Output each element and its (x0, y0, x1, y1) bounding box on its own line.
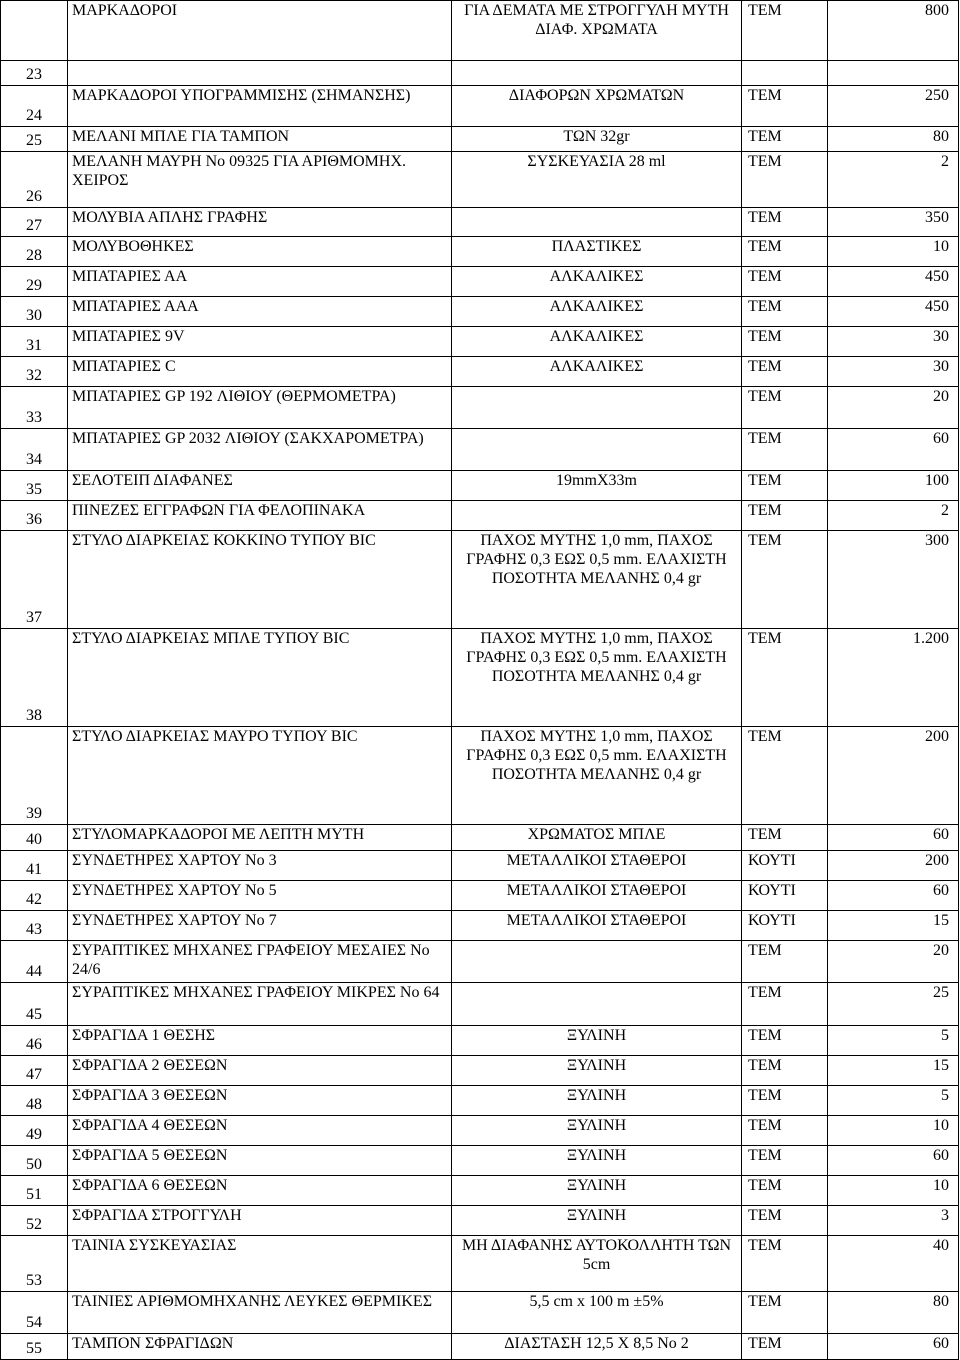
table-row (1, 727, 959, 825)
item-description: ΜΠΑΤΑΡΙΕΣ ΑΑ (68, 267, 452, 297)
row-number: 33 (1, 387, 68, 429)
item-specification (452, 208, 742, 237)
table-row (1, 1176, 959, 1206)
row-number: 29 (1, 267, 68, 297)
item-unit: ΤΕΜ (742, 152, 828, 208)
row-number: 36 (1, 501, 68, 531)
table-row (1, 881, 959, 911)
item-unit: ΤΕΜ (742, 208, 828, 237)
item-unit: ΤΕΜ (742, 983, 828, 1026)
item-quantity: 80 (828, 1292, 959, 1334)
item-quantity (828, 61, 959, 86)
table-row (1, 531, 959, 629)
row-number: 38 (1, 629, 68, 727)
item-description: ΣΦΡΑΓΙΔΑ 6 ΘΕΣΕΩΝ (68, 1176, 452, 1206)
item-unit: ΤΕΜ (742, 1056, 828, 1086)
row-number: 39 (1, 727, 68, 825)
item-quantity: 15 (828, 911, 959, 941)
item-unit: ΤΕΜ (742, 1176, 828, 1206)
row-number: 51 (1, 1176, 68, 1206)
item-specification (452, 61, 742, 86)
row-number (1, 1, 68, 61)
item-description: ΤΑΜΠΟΝ ΣΦΡΑΓΙΔΩΝ (68, 1334, 452, 1360)
row-number: 30 (1, 297, 68, 327)
item-description: ΜΕΛΑΝΗ ΜΑΥΡΗ Νο 09325 ΓΙΑ ΑΡΙΘΜΟΜΗΧ. ΧΕΙΡΟΣ (68, 152, 452, 208)
item-description: ΜΑΡΚΑΔΟΡΟΙ (68, 1, 452, 61)
item-description: ΜΠΑΤΑΡΙΕΣ 9V (68, 327, 452, 357)
row-number: 42 (1, 881, 68, 911)
item-description: ΣΦΡΑΓΙΔΑ ΣΤΡΟΓΓΥΛΗ (68, 1206, 452, 1236)
table-row (1, 1146, 959, 1176)
item-unit: ΚΟΥΤΙ (742, 881, 828, 911)
item-unit: ΤΕΜ (742, 297, 828, 327)
row-number: 50 (1, 1146, 68, 1176)
item-specification: ΑΛΚΑΛΙΚΕΣ (452, 297, 742, 327)
item-description: ΣΤΥΛΟ ΔΙΑΡΚΕΙΑΣ ΚΟΚΚΙΝΟ ΤΥΠΟΥ BIC (68, 531, 452, 629)
item-specification (452, 387, 742, 429)
item-specification: ΞΥΛΙΝΗ (452, 1026, 742, 1056)
item-unit: ΤΕΜ (742, 1236, 828, 1292)
table-row (1, 1236, 959, 1292)
item-quantity: 20 (828, 941, 959, 983)
item-description: ΠΙΝΕΖΕΣ ΕΓΓΡΑΦΩΝ ΓΙΑ ΦΕΛΟΠΙΝΑΚΑ (68, 501, 452, 531)
item-specification: ΣΥΣΚΕΥΑΣΙΑ 28 ml (452, 152, 742, 208)
row-number: 46 (1, 1026, 68, 1056)
item-unit: ΤΕΜ (742, 629, 828, 727)
item-quantity: 2 (828, 501, 959, 531)
items-table-body (1, 1, 959, 1360)
item-specification: ΠΛΑΣΤΙΚΕΣ (452, 237, 742, 267)
item-unit: ΤΕΜ (742, 501, 828, 531)
item-quantity: 200 (828, 727, 959, 825)
item-unit: ΤΕΜ (742, 531, 828, 629)
row-number: 52 (1, 1206, 68, 1236)
item-description: ΣΦΡΑΓΙΔΑ 4 ΘΕΣΕΩΝ (68, 1116, 452, 1146)
item-description: ΜΠΑΤΑΡΙΕΣ GP 192 ΛΙΘΙΟΥ (ΘΕΡΜΟΜΕΤΡΑ) (68, 387, 452, 429)
table-row (1, 152, 959, 208)
item-specification: ΧΡΩΜΑΤΟΣ ΜΠΛΕ (452, 825, 742, 851)
item-unit: ΤΕΜ (742, 825, 828, 851)
item-quantity: 10 (828, 237, 959, 267)
table-row (1, 1116, 959, 1146)
item-description: ΣΤΥΛΟ ΔΙΑΡΚΕΙΑΣ ΜΑΥΡΟ ΤΥΠΟΥ BIC (68, 727, 452, 825)
row-number: 40 (1, 825, 68, 851)
item-unit: ΤΕΜ (742, 1292, 828, 1334)
item-unit: ΤΕΜ (742, 1334, 828, 1360)
item-description: ΣΦΡΑΓΙΔΑ 3 ΘΕΣΕΩΝ (68, 1086, 452, 1116)
item-quantity: 10 (828, 1116, 959, 1146)
item-specification: ΜΗ ΔΙΑΦΑΝΗΣ ΑΥΤΟΚΟΛΛΗΤΗ ΤΩΝ 5cm (452, 1236, 742, 1292)
item-specification: ΞΥΛΙΝΗ (452, 1146, 742, 1176)
table-row (1, 327, 959, 357)
row-number: 49 (1, 1116, 68, 1146)
row-number: 47 (1, 1056, 68, 1086)
row-number: 43 (1, 911, 68, 941)
item-quantity: 60 (828, 825, 959, 851)
item-description (68, 61, 452, 86)
row-number: 41 (1, 851, 68, 881)
item-quantity: 450 (828, 297, 959, 327)
item-specification: ΠΑΧΟΣ ΜΥΤΗΣ 1,0 mm, ΠΑΧΟΣ ΓΡΑΦΗΣ 0,3 ΕΩΣ 0,5 mm. ΕΛΑΧΙΣΤΗ ΠΟΣΟΤΗΤΑ ΜΕΛΑΝΗΣ 0,4 gr (452, 727, 742, 825)
item-quantity: 200 (828, 851, 959, 881)
item-unit: ΤΕΜ (742, 267, 828, 297)
item-specification: ΠΑΧΟΣ ΜΥΤΗΣ 1,0 mm, ΠΑΧΟΣ ΓΡΑΦΗΣ 0,3 ΕΩΣ 0,5 mm. ΕΛΑΧΙΣΤΗ ΠΟΣΟΤΗΤΑ ΜΕΛΑΝΗΣ 0,4 gr (452, 531, 742, 629)
item-quantity: 450 (828, 267, 959, 297)
item-quantity: 30 (828, 327, 959, 357)
item-specification: 19mmX33m (452, 471, 742, 501)
table-row (1, 911, 959, 941)
table-row (1, 1, 959, 61)
row-number: 54 (1, 1292, 68, 1334)
item-description: ΣΥΡΑΠΤΙΚΕΣ ΜΗΧΑΝΕΣ ΓΡΑΦΕΙΟΥ ΜΙΚΡΕΣ Νο 64 (68, 983, 452, 1026)
table-row (1, 941, 959, 983)
item-description: ΣΥΝΔΕΤΗΡΕΣ ΧΑΡΤΟΥ Νο 3 (68, 851, 452, 881)
item-quantity: 300 (828, 531, 959, 629)
item-specification (452, 429, 742, 471)
table-row (1, 983, 959, 1026)
item-quantity: 60 (828, 429, 959, 471)
item-specification: ΑΛΚΑΛΙΚΕΣ (452, 327, 742, 357)
item-unit: ΤΕΜ (742, 471, 828, 501)
item-quantity: 60 (828, 1334, 959, 1360)
table-row (1, 357, 959, 387)
table-row (1, 1086, 959, 1116)
item-quantity: 30 (828, 357, 959, 387)
table-row (1, 501, 959, 531)
row-number: 28 (1, 237, 68, 267)
item-unit: ΤΕΜ (742, 127, 828, 152)
item-unit: ΤΕΜ (742, 1146, 828, 1176)
item-specification: ΠΑΧΟΣ ΜΥΤΗΣ 1,0 mm, ΠΑΧΟΣ ΓΡΑΦΗΣ 0,3 ΕΩΣ 0,5 mm. ΕΛΑΧΙΣΤΗ ΠΟΣΟΤΗΤΑ ΜΕΛΑΝΗΣ 0,4 gr (452, 629, 742, 727)
item-quantity: 5 (828, 1026, 959, 1056)
item-unit: ΚΟΥΤΙ (742, 911, 828, 941)
item-quantity: 60 (828, 881, 959, 911)
item-specification: ΞΥΛΙΝΗ (452, 1176, 742, 1206)
item-specification: ΜΕΤΑΛΛΙΚΟΙ ΣΤΑΘΕΡΟΙ (452, 851, 742, 881)
item-quantity: 2 (828, 152, 959, 208)
table-row (1, 208, 959, 237)
table-row (1, 267, 959, 297)
item-quantity: 25 (828, 983, 959, 1026)
row-number: 35 (1, 471, 68, 501)
item-quantity: 80 (828, 127, 959, 152)
item-specification (452, 501, 742, 531)
item-quantity: 10 (828, 1176, 959, 1206)
item-quantity: 40 (828, 1236, 959, 1292)
item-specification: ΜΕΤΑΛΛΙΚΟΙ ΣΤΑΘΕΡΟΙ (452, 911, 742, 941)
item-unit: ΤΕΜ (742, 941, 828, 983)
item-description: ΣΤΥΛΟΜΑΡΚΑΔΟΡΟΙ ΜΕ ΛΕΠΤΗ ΜΥΤΗ (68, 825, 452, 851)
item-specification: ΔΙΑΦΟΡΩΝ ΧΡΩΜΑΤΩΝ (452, 86, 742, 127)
item-description: ΜΟΛΥΒΟΘΗΚΕΣ (68, 237, 452, 267)
item-specification: ΞΥΛΙΝΗ (452, 1086, 742, 1116)
item-unit (742, 61, 828, 86)
item-description: ΤΑΙΝΙΕΣ ΑΡΙΘΜΟΜΗΧΑΝΗΣ ΛΕΥΚΕΣ ΘΕΡΜΙΚΕΣ (68, 1292, 452, 1334)
item-description: ΣΤΥΛΟ ΔΙΑΡΚΕΙΑΣ ΜΠΛΕ ΤΥΠΟΥ BIC (68, 629, 452, 727)
item-specification: 5,5 cm x 100 m ±5% (452, 1292, 742, 1334)
item-description: ΣΕΛΟΤΕΙΠ ΔΙΑΦΑΝΕΣ (68, 471, 452, 501)
table-row (1, 1206, 959, 1236)
item-quantity: 5 (828, 1086, 959, 1116)
item-unit: ΤΕΜ (742, 237, 828, 267)
item-description: ΣΦΡΑΓΙΔΑ 1 ΘΕΣΗΣ (68, 1026, 452, 1056)
row-number: 31 (1, 327, 68, 357)
item-description: ΣΥΡΑΠΤΙΚΕΣ ΜΗΧΑΝΕΣ ΓΡΑΦΕΙΟΥ ΜΕΣΑΙΕΣ Νο 24/6 (68, 941, 452, 983)
row-number: 37 (1, 531, 68, 629)
item-description: ΜΠΑΤΑΡΙΕΣ ΑΑΑ (68, 297, 452, 327)
table-row (1, 1292, 959, 1334)
item-quantity: 20 (828, 387, 959, 429)
item-unit: ΚΟΥΤΙ (742, 851, 828, 881)
item-specification: ΑΛΚΑΛΙΚΕΣ (452, 267, 742, 297)
item-unit: ΤΕΜ (742, 727, 828, 825)
item-quantity: 1.200 (828, 629, 959, 727)
row-number: 44 (1, 941, 68, 983)
item-specification: ΞΥΛΙΝΗ (452, 1206, 742, 1236)
item-quantity: 100 (828, 471, 959, 501)
item-specification: ΑΛΚΑΛΙΚΕΣ (452, 357, 742, 387)
item-unit: ΤΕΜ (742, 387, 828, 429)
item-unit: ΤΕΜ (742, 1116, 828, 1146)
table-row (1, 86, 959, 127)
item-quantity: 350 (828, 208, 959, 237)
table-row (1, 297, 959, 327)
item-specification (452, 941, 742, 983)
row-number: 24 (1, 86, 68, 127)
table-row (1, 61, 959, 86)
item-unit: ΤΕΜ (742, 1206, 828, 1236)
item-specification: ΤΩΝ 32gr (452, 127, 742, 152)
item-description: ΜΠΑΤΑΡΙΕΣ GP 2032 ΛΙΘΙΟΥ (ΣΑΚΧΑΡΟΜΕΤΡΑ) (68, 429, 452, 471)
item-specification: ΞΥΛΙΝΗ (452, 1056, 742, 1086)
row-number: 27 (1, 208, 68, 237)
table-row (1, 825, 959, 851)
item-unit: ΤΕΜ (742, 1, 828, 61)
row-number: 32 (1, 357, 68, 387)
item-specification: ΞΥΛΙΝΗ (452, 1116, 742, 1146)
item-quantity: 250 (828, 86, 959, 127)
table-row (1, 237, 959, 267)
item-description: ΜΕΛΑΝΙ ΜΠΛΕ ΓΙΑ ΤΑΜΠΟΝ (68, 127, 452, 152)
table-row (1, 471, 959, 501)
item-description: ΣΦΡΑΓΙΔΑ 5 ΘΕΣΕΩΝ (68, 1146, 452, 1176)
table-row (1, 127, 959, 152)
item-unit: ΤΕΜ (742, 327, 828, 357)
row-number: 26 (1, 152, 68, 208)
row-number: 45 (1, 983, 68, 1026)
item-description: ΣΦΡΑΓΙΔΑ 2 ΘΕΣΕΩΝ (68, 1056, 452, 1086)
item-unit: ΤΕΜ (742, 1086, 828, 1116)
row-number: 48 (1, 1086, 68, 1116)
row-number: 53 (1, 1236, 68, 1292)
item-unit: ΤΕΜ (742, 86, 828, 127)
table-row (1, 429, 959, 471)
table-row (1, 1056, 959, 1086)
table-row (1, 851, 959, 881)
item-description: ΜΠΑΤΑΡΙΕΣ C (68, 357, 452, 387)
table-row (1, 1026, 959, 1056)
item-specification: ΔΙΑΣΤΑΣΗ 12,5 Χ 8,5 Νο 2 (452, 1334, 742, 1360)
item-description: ΣΥΝΔΕΤΗΡΕΣ ΧΑΡΤΟΥ Νο 7 (68, 911, 452, 941)
item-quantity: 60 (828, 1146, 959, 1176)
item-specification: ΓΙΑ ΔΕΜΑΤΑ ΜΕ ΣΤΡΟΓΓΥΛΗ ΜΥΤΗ ΔΙΑΦ. ΧΡΩΜΑΤΑ (452, 1, 742, 61)
table-row (1, 387, 959, 429)
item-quantity: 800 (828, 1, 959, 61)
item-quantity: 15 (828, 1056, 959, 1086)
item-description: ΜΑΡΚΑΔΟΡΟΙ ΥΠΟΓΡΑΜΜΙΣΗΣ (ΣΗΜΑΝΣΗΣ) (68, 86, 452, 127)
item-unit: ΤΕΜ (742, 357, 828, 387)
item-description: ΜΟΛΥΒΙΑ ΑΠΛΗΣ ΓΡΑΦΗΣ (68, 208, 452, 237)
row-number: 55 (1, 1334, 68, 1360)
item-unit: ΤΕΜ (742, 429, 828, 471)
row-number: 34 (1, 429, 68, 471)
item-description: ΤΑΙΝΙΑ ΣΥΣΚΕΥΑΣΙΑΣ (68, 1236, 452, 1292)
row-number: 23 (1, 61, 68, 86)
item-unit: ΤΕΜ (742, 1026, 828, 1056)
item-quantity: 3 (828, 1206, 959, 1236)
table-row (1, 629, 959, 727)
item-specification (452, 983, 742, 1026)
item-description: ΣΥΝΔΕΤΗΡΕΣ ΧΑΡΤΟΥ Νο 5 (68, 881, 452, 911)
row-number: 25 (1, 127, 68, 152)
table-row (1, 1334, 959, 1360)
item-specification: ΜΕΤΑΛΛΙΚΟΙ ΣΤΑΘΕΡΟΙ (452, 881, 742, 911)
